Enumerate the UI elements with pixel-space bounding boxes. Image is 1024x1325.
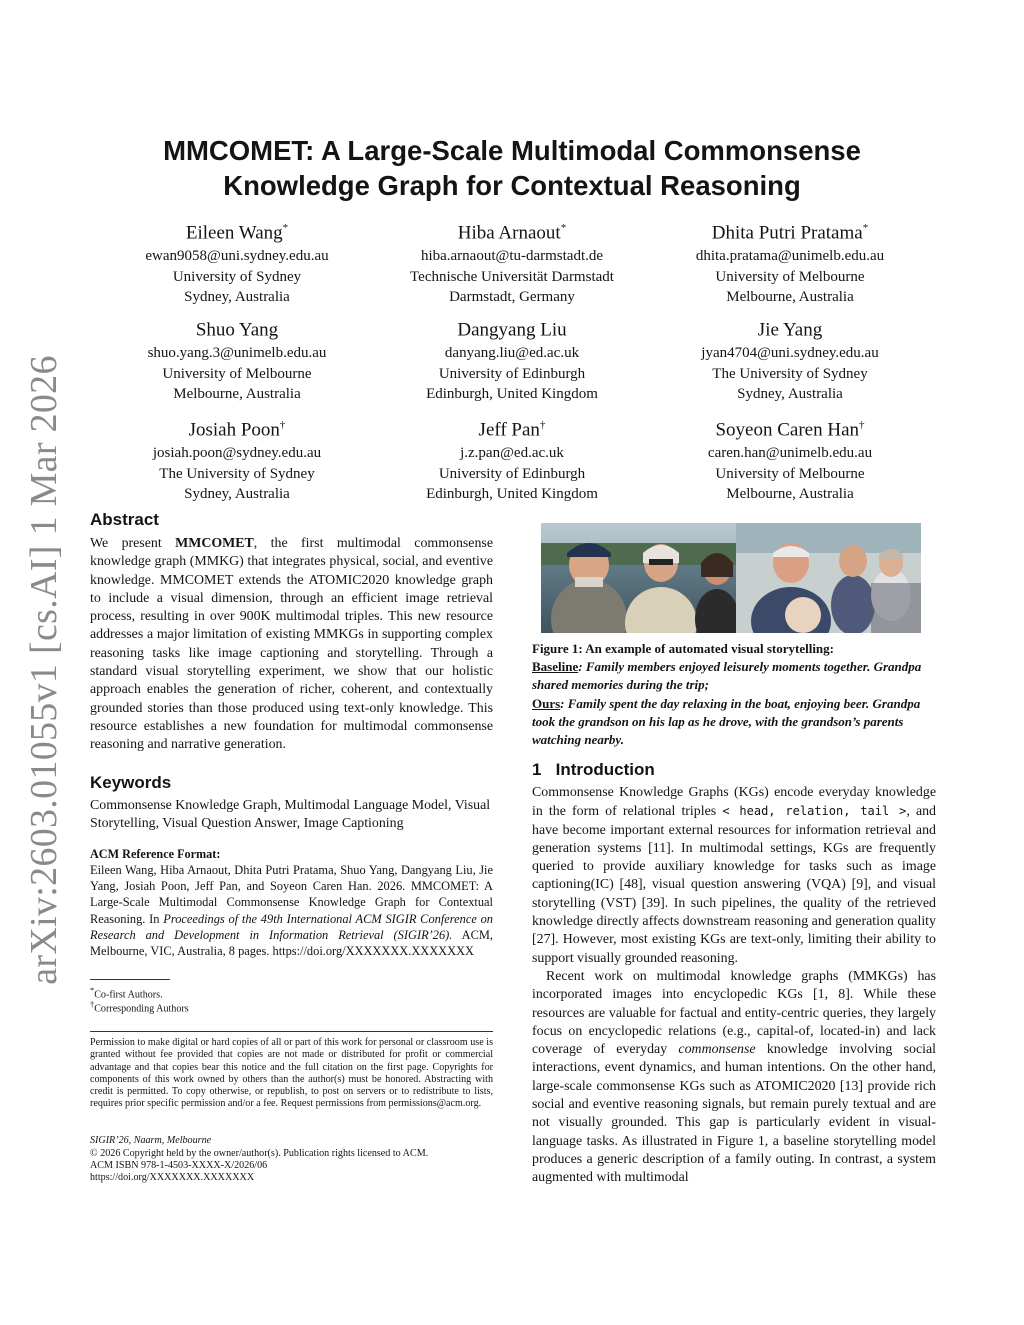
author-email[interactable]: danyang.liu@ed.ac.uk xyxy=(444,345,580,362)
author-card xyxy=(92,216,382,307)
arxiv-sidebar-stamp xyxy=(14,355,74,985)
keywords-heading: Keywords xyxy=(90,773,172,792)
author-email[interactable]: jyan4704@uni.sydney.edu.au xyxy=(701,345,879,362)
author-name: Shuo Yang xyxy=(195,319,279,341)
permission-copyright: © 2026 Copyright held by the owner/author(s). Publication rights licensed to ACM. xyxy=(90,1148,429,1159)
caption-title: Figure 1: An example of automated visual storytelling: xyxy=(532,641,834,656)
author-affiliation: University of Melbourne xyxy=(162,365,312,382)
author-affiliation: University of Melbourne xyxy=(715,465,865,482)
author-affiliation: University of Sydney xyxy=(172,268,302,285)
abstract-heading: Abstract xyxy=(90,510,159,529)
author-location: Sydney, Australia xyxy=(184,485,290,502)
figure-1-caption xyxy=(532,640,936,749)
author-name: Eileen Wang* xyxy=(185,222,289,244)
relational-triple: < head, relation, tail > xyxy=(722,804,907,819)
author-name: Josiah Poon† xyxy=(188,419,286,441)
author-location: Melbourne, Australia xyxy=(173,385,301,402)
family-boat-photo xyxy=(541,523,921,633)
author-location: Darmstadt, Germany xyxy=(449,288,575,305)
author-email[interactable]: caren.han@unimelb.edu.au xyxy=(707,445,873,462)
permission-isbn: ACM ISBN 978-1-4503-XXXX-X/2026/06 xyxy=(90,1160,268,1171)
author-card xyxy=(367,216,657,307)
caption-baseline-text: : Family members enjoyed leisurely moments together. Grandpa shared memories during the trip; xyxy=(532,659,922,693)
author-card xyxy=(645,413,935,504)
footnote-rule xyxy=(90,979,170,980)
figure-1-image xyxy=(541,523,921,633)
author-name: Jeff Pan† xyxy=(478,419,546,441)
author-email[interactable]: j.z.pan@ed.ac.uk xyxy=(460,445,564,462)
author-location: Melbourne, Australia xyxy=(726,288,854,305)
author-card xyxy=(367,413,657,504)
paper-title: MMCOMET: A Large-Scale Multimodal Commonsense Knowledge Graph for Contextual Reasoning xyxy=(163,135,861,201)
author-email[interactable]: josiah.poon@sydney.edu.au xyxy=(152,445,322,462)
author-name: Soyeon Caren Han† xyxy=(715,419,865,441)
author-name: Dhita Putri Pratama* xyxy=(711,222,869,244)
caption-baseline-label: Baseline xyxy=(532,659,579,675)
arxiv-id: arXiv:2603.01055v1 [cs.AI] 1 Mar 2026 xyxy=(23,355,65,985)
author-affiliation: The University of Sydney xyxy=(159,465,315,482)
intro-paragraph-2: Recent work on multimodal knowledge graphs (MMKGs) has incorporated images into encyclopedic KGs [1, 8]. While these resources are valuable for factual and entity-centric queries, they largely focus on encyclopedic relations (e.g., capital-of, located-in) and lack coverage of everyday commonsense knowledge involving social interactions, event dynamics, and human intentions. On the other hand, large-scale commonsense KGs such as ATOMIC2020 [13] provide rich social and eventive reasoning signals, but remain purely textual and are not visually grounded. This gap is particularly evident in visual-language tasks. As illustrated in Figure 1, a baseline storytelling model produces a generic description of a family outing. In contrast, a system augmented with multimodal xyxy=(532,969,936,1186)
author-email[interactable]: shuo.yang.3@unimelb.edu.au xyxy=(147,345,327,362)
author-location: Edinburgh, United Kingdom xyxy=(426,485,598,502)
intro-heading: 1 Introduction xyxy=(532,760,655,779)
caption-ours-text: : Family spent the day relaxing in the boat, enjoying beer. Grandpa took the grandson on his lap as he drove, with the grandson’s parents watching nearby. xyxy=(532,695,921,748)
author-affiliation: The University of Sydney xyxy=(712,365,868,382)
acm-ref-text: Eileen Wang, Hiba Arnaout, Dhita Putri Pratama, Shuo Yang, Dangyang Liu, Jie Yang, Josiah Poon, Jeff Pan, and Soyeon Caren Han. 2026. MMCOMET: A Large-Scale Multimodal Commonsense Knowledge Graph for Contextual Reasoning. In Proceedings of the 49th International ACM SIGIR Conference on Research and Development in Information Retrieval (SIGIR’26). ACM, Melbourne, VIC, Australia, 8 pages. https://doi.org/XXXXXXX.XXXXXXX xyxy=(90,863,493,959)
permission-text: Permission to make digital or hard copies of all or part of this work for personal or classroom use is granted without fee provided that copies are not made or distributed for profit or commercial advantage and that copies bear this notice and the full citation on the first page. Copyrights for components of this work owned by others than the author(s) must be honored. Abstracting with credit is permitted. To copy otherwise, or republish, to post on servers or to redistribute to lists, requires prior specific permission and/or a fee. Request permissions from permissions@acm.org. xyxy=(90,1037,493,1110)
author-name: Jie Yang xyxy=(757,319,823,341)
footnote-cofirst: *Co-first Authors. xyxy=(90,986,163,1001)
author-affiliation: University of Edinburgh xyxy=(438,465,586,482)
author-email[interactable]: ewan9058@uni.sydney.edu.au xyxy=(145,248,329,265)
author-email[interactable]: dhita.pratama@unimelb.edu.au xyxy=(695,248,885,265)
author-card xyxy=(645,313,935,404)
permission-venue: SIGIR’26, Naarm, Melbourne xyxy=(90,1135,212,1146)
author-email[interactable]: hiba.arnaout@tu-darmstadt.de xyxy=(420,248,604,265)
author-card xyxy=(92,313,382,404)
author-affiliation: University of Melbourne xyxy=(715,268,865,285)
keywords-text: Commonsense Knowledge Graph, Multimodal Language Model, Visual Storytelling, Visual Question Answer, Image Captioning xyxy=(90,798,491,832)
author-card xyxy=(92,413,382,504)
abstract-text: We present MMCOMET, the first multimodal commonsense knowledge graph (MMKG) that integrates physical, social, and eventive knowledge. MMCOMET extends the ATOMIC2020 knowledge graph to include a visual dimension, through an efficient image retrieval process, resulting in over 900K multimodal triples. This new resource addresses a major limitation of existing MMKGs in supporting complex reasoning tasks like image captioning and storytelling. Through a standard visual storytelling experiment, we show that our holistic approach enables the generation of richer, coherent, and contextually grounded stories than those produced using text-only knowledge. This resource establishes a new foundation for multimodal commonsense reasoning and narrative generation. xyxy=(90,536,493,753)
author-location: Sydney, Australia xyxy=(737,385,843,402)
author-name: Hiba Arnaout* xyxy=(457,222,567,244)
caption-ours-label: Ours xyxy=(532,695,561,711)
abstract-system-name: MMCOMET xyxy=(175,536,254,551)
permission-doi: https://doi.org/XXXXXXX.XXXXXXX xyxy=(90,1172,255,1183)
intro-paragraph-1: Commonsense Knowledge Graphs (KGs) encode everyday knowledge in the form of relational triples < head, relation, tail >, and have become important external resources for information retrieval and generation systems [11]. In multimodal settings, KGs are frequently queried to provide auxiliary knowledge for tasks such as image captioning(IC) [48], visual question answering (VQA) [9], and visual storytelling (VST) [39]. In such pipelines, the quality of the retrieved knowledge directly affects downstream reasoning and generation quality [27]. However, most existing KGs are text-only, limiting their ability to support visually grounded reasoning. xyxy=(532,785,937,966)
author-card xyxy=(645,216,935,307)
author-location: Melbourne, Australia xyxy=(726,485,854,502)
author-card xyxy=(367,313,657,404)
author-location: Sydney, Australia xyxy=(184,288,290,305)
footnote-corresponding: †Corresponding Authors xyxy=(90,1000,189,1015)
acm-ref-heading: ACM Reference Format: xyxy=(90,847,221,861)
permission-rule xyxy=(90,1031,493,1032)
author-location: Edinburgh, United Kingdom xyxy=(426,385,598,402)
author-name: Dangyang Liu xyxy=(457,319,567,341)
author-affiliation: Technische Universität Darmstadt xyxy=(410,268,614,285)
author-affiliation: University of Edinburgh xyxy=(438,365,586,382)
